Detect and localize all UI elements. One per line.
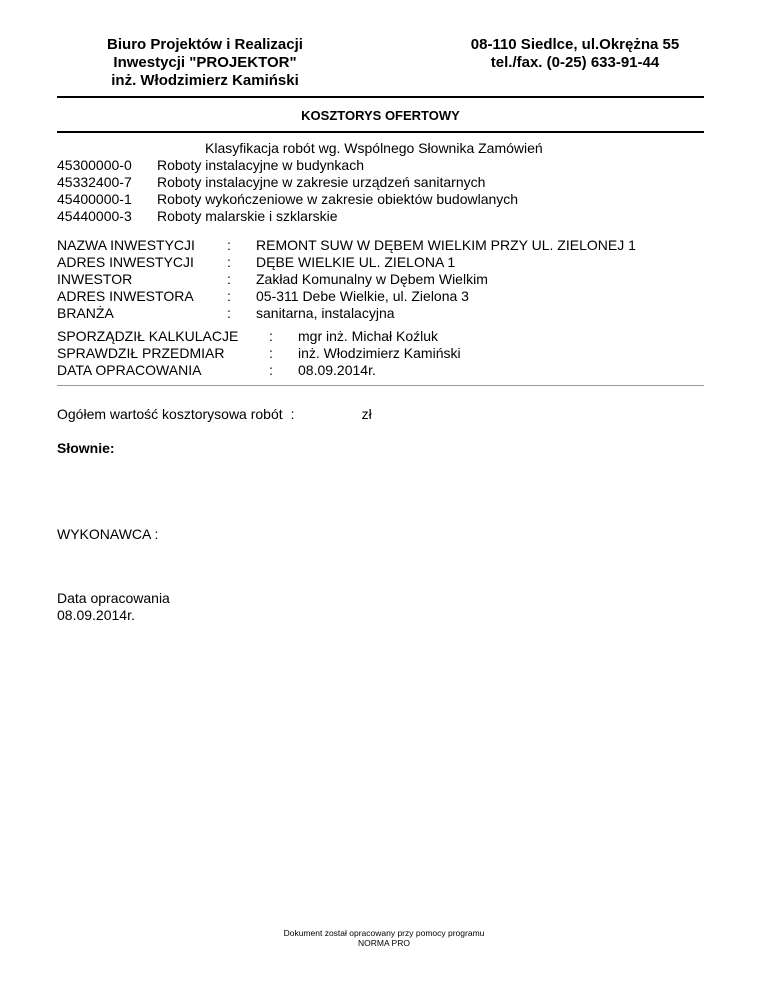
prepared-label: SPRAWDZIŁ PRZEDMIAR (57, 345, 225, 361)
header-divider (57, 96, 704, 98)
info-label: ADRES INWESTORA (57, 288, 194, 304)
prepared-row (57, 362, 461, 379)
cpv-code: 45440000-3 (57, 208, 132, 224)
info-row (57, 305, 636, 322)
info-separator: : (227, 288, 231, 304)
info-row (57, 237, 636, 254)
classification-row (57, 191, 518, 208)
company-phone: tel./fax. (0-25) 633-91-44 (490, 54, 660, 71)
prepared-separator: : (269, 362, 273, 378)
info-row (57, 254, 636, 271)
prepared-separator: : (269, 328, 273, 344)
info-label: ADRES INWESTYCJI (57, 254, 194, 270)
total-separator: : (290, 406, 295, 422)
footer-line-1: Dokument został opracowany przy pomocy programu (283, 928, 485, 938)
footer-line-2: NORMA PRO (358, 938, 410, 948)
info-label: BRANŻA (57, 305, 114, 321)
info-separator: : (227, 237, 231, 253)
cpv-description: Roboty wykończeniowe w zakresie obiektów budowlanych (157, 191, 519, 207)
investment-info (57, 237, 636, 322)
document-title: KOSZTORYS OFERTOWY (301, 108, 460, 123)
cpv-description: Roboty malarskie i szklarskie (157, 208, 338, 224)
info-row (57, 288, 636, 305)
info-separator: : (227, 254, 231, 270)
total-currency: zł (361, 406, 372, 422)
prepared-value: 08.09.2014r. (298, 362, 376, 378)
contractor-label: WYKONAWCA : (57, 526, 159, 542)
cpv-code: 45400000-1 (57, 191, 132, 207)
company-line-1: Biuro Projektów i Realizacji (107, 36, 303, 53)
prepared-label: SPORZĄDZIŁ KALKULACJE (57, 328, 239, 344)
company-name-block (70, 36, 340, 90)
info-value: Zakład Komunalny w Dębem Wielkim (256, 271, 488, 287)
prepared-value: mgr inż. Michał Koźluk (298, 328, 439, 344)
prepared-row (57, 328, 461, 345)
classification-row (57, 174, 518, 191)
company-line-2: Inwestycji "PROJEKTOR" (113, 54, 297, 71)
company-address: 08-110 Siedlce, ul.Okrężna 55 (470, 36, 680, 53)
cpv-code: 45332400-7 (57, 174, 132, 190)
company-contact-block (430, 36, 720, 72)
date-block (57, 590, 170, 624)
cpv-code: 45300000-0 (57, 157, 132, 173)
info-label: INWESTOR (57, 271, 133, 287)
date-value: 08.09.2014r. (57, 607, 135, 623)
cpv-description: Roboty instalacyjne w budynkach (157, 157, 365, 173)
slownie-label: Słownie: (57, 440, 115, 456)
info-separator: : (227, 271, 231, 287)
info-value: sanitarna, instalacyjna (256, 305, 395, 321)
info-value: REMONT SUW W DĘBEM WIELKIM PRZY UL. ZIELONEJ 1 (256, 237, 636, 253)
info-row (57, 271, 636, 288)
footer-note (0, 928, 768, 948)
total-label: Ogółem wartość kosztorysowa robót (57, 406, 283, 422)
info-separator: : (227, 305, 231, 321)
prepared-value: inż. Włodzimierz Kamiński (298, 345, 461, 361)
date-label: Data opracowania (57, 590, 170, 606)
info-label: NAZWA INWESTYCJI (57, 237, 195, 253)
classification-list (57, 157, 518, 225)
classification-row (57, 157, 518, 174)
classification-heading: Klasyfikacja robót wg. Wspólnego Słownika Zamówień (205, 140, 543, 156)
company-line-3: inż. Włodzimierz Kamiński (111, 72, 299, 89)
info-value: DĘBE WIELKIE UL. ZIELONA 1 (256, 254, 456, 270)
title-divider (57, 131, 704, 133)
prepared-label: DATA OPRACOWANIA (57, 362, 202, 378)
cpv-description: Roboty instalacyjne w zakresie urządzeń sanitarnych (157, 174, 486, 190)
prepared-row (57, 345, 461, 362)
prepared-separator: : (269, 345, 273, 361)
prepared-info (57, 328, 461, 379)
section-divider (57, 385, 704, 386)
classification-row (57, 208, 518, 225)
info-value: 05-311 Debe Wielkie, ul. Zielona 3 (256, 288, 469, 304)
total-row (57, 406, 372, 423)
